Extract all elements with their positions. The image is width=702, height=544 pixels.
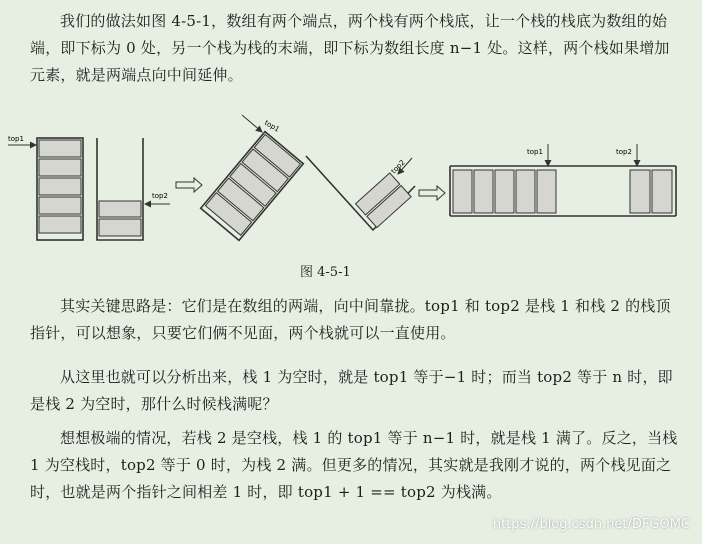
top1-label-array: top1 bbox=[527, 148, 543, 156]
paragraph-2: 其实关键思路是：它们是在数组的两端，向中间靠拢。top1 和 top2 是栈 1 和栈 2 的栈顶指针，可以想象，只要它们俩不见面，两个栈就可以一直使用。 bbox=[30, 297, 671, 342]
transition-arrow-1 bbox=[176, 178, 202, 192]
stack-1 bbox=[37, 138, 83, 240]
watermark: https://blog.csdn.net/DFGOMC bbox=[492, 517, 690, 532]
paragraph-1: 我们的做法如图 4-5-1，数组有两个端点，两个栈有两个栈底，让一个栈的栈底为数组的始端，即下标为 0 处，另一个栈为栈的末端，即下标为数组长度 n−1 处。这样，两个栈如果增加元素，就是两端点向中间延伸。 bbox=[30, 12, 670, 84]
figure-caption: 图 4-5-1 bbox=[300, 265, 351, 280]
top1-label-tilted: top1 bbox=[263, 118, 281, 134]
top1-pointer-3 bbox=[527, 144, 548, 166]
top2-label: top2 bbox=[152, 192, 168, 200]
paragraph-4: 想想极端的情况，若栈 2 是空栈，栈 1 的 top1 等于 n−1 时，就是栈 1 满了。反之，当栈 1 为空栈时，top2 等于 0 时，为栈 2 满。但更多的情况，其实就是我刚才说的，两个栈见面之时，也就是两个指针之间相差 1 时，即 top1 + 1 == top2 为栈满。 bbox=[30, 429, 678, 501]
top2-label-tilted: top2 bbox=[389, 158, 407, 176]
top2-pointer-1 bbox=[145, 192, 170, 204]
top2-pointer-3 bbox=[616, 144, 637, 166]
top1-label: top1 bbox=[8, 135, 24, 143]
top1-pointer-1 bbox=[8, 135, 36, 145]
transition-arrow-2 bbox=[419, 186, 445, 200]
tilted-stack-1 bbox=[201, 132, 304, 241]
stack-2 bbox=[97, 138, 143, 240]
top1-pointer-2 bbox=[242, 115, 281, 134]
paragraph-3: 从这里也就可以分析出来，栈 1 为空时，就是 top1 等于−1 时；而当 top2 等于 n 时，即是栈 2 为空时，那什么时候栈满呢？ bbox=[30, 368, 673, 413]
top2-pointer-2 bbox=[390, 158, 412, 175]
top2-label-array: top2 bbox=[616, 148, 632, 156]
figure-4-5-1 bbox=[0, 100, 702, 260]
shared-array bbox=[450, 166, 676, 216]
